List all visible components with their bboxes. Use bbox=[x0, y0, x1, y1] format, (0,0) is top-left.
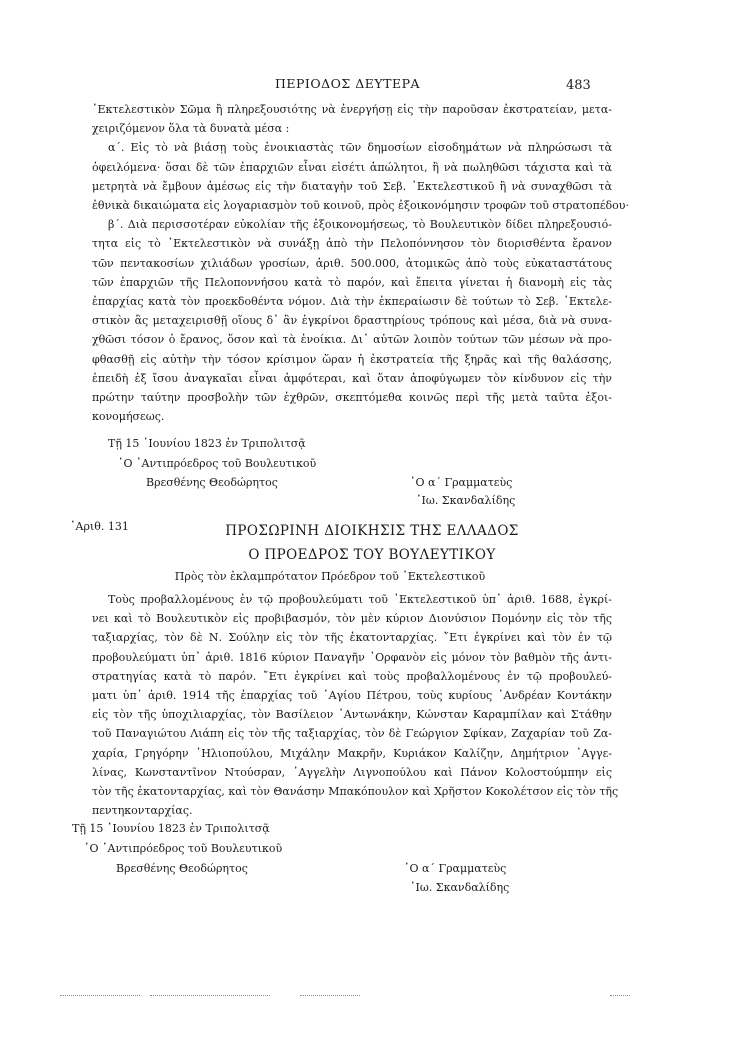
doc1-body bbox=[92, 100, 629, 426]
doc1-secretary-title: ῾Ο α΄ Γραμματεὺς bbox=[410, 476, 513, 489]
text-line: ἐθνικὰ δικαιώματα εἰς λογαριασμὸν τοῦ κοινοῦ, πρὸς ἐξοικονόμησιν τροφῶν τοῦ στρατοπέδου· bbox=[92, 199, 629, 213]
scan-artifact-line bbox=[60, 995, 140, 996]
doc1-date: Τῇ 15 ᾿Ιουνίου 1823 ἐν Τριπολιτσᾷ bbox=[108, 437, 306, 450]
doc2-signer-name: Βρεσθένης Θεοδώρητος bbox=[116, 862, 248, 875]
text-line: στικὸν ἂς μεταχειρισθῇ οἵους δ᾿ ἂν ἐγκρίνοι δραστηρίους τρόπους καὶ μέσα, διὰ νὰ συνα- bbox=[92, 314, 612, 328]
scan-artifact-line bbox=[300, 995, 360, 996]
text-line: τοῦ Παναγιώτου Λιάπη εἰς τὸν τῆς ταξιαρχίας, τὸν δὲ Γεώργιον Σφίκαν, Ζαχαρίαν τοῦ Ζα- bbox=[92, 727, 612, 741]
doc2-addressee: Πρὸς τὸν ἐκλαμπρότατον Πρόεδρον τοῦ ᾿Εκτελεστικοῦ bbox=[174, 570, 486, 583]
doc2-body bbox=[92, 590, 619, 820]
text-line: κονομήσεως. bbox=[92, 410, 165, 424]
doc2-secretary-name: ᾿Ιω. Σκανδαλίδης bbox=[410, 881, 510, 894]
text-line: πεντηκονταρχίας. bbox=[92, 804, 193, 818]
doc2-title-line1: ΠΡΟΣΩΡΙΝΗ ΔΙΟΙΚΗΣΙΣ ΤΗΣ ΕΛΛΑΔΟΣ bbox=[225, 523, 519, 539]
text-line: ὀφειλόμενα· ὅσαι δὲ τῶν ἐπαρχιῶν εἶναι εἰσέτι ἀπώλητοι, ἢ νὰ πωληθῶσι τάχιστα καὶ τὰ bbox=[92, 160, 612, 174]
text-line: χθῶσι τόσον ὁ ἔρανος, ὅσον καὶ τὰ ἐνοίκια. Δι᾿ αὐτῶν λοιπὸν τούτων τῶν μέσων νὰ προ- bbox=[92, 333, 612, 347]
running-header: ΠΕΡΙΟΔΟΣ ΔΕΥΤΕΡΑ bbox=[275, 76, 421, 91]
text-line: α΄. Εἰς τὸ νὰ βιάσῃ τοὺς ἐνοικιαστὰς τῶν δημοσίων εἰσοδημάτων νὰ πληρώσωσι τὰ bbox=[108, 141, 612, 155]
text-line: ματι ὑπ᾿ ἀριθ. 1914 τῆς ἐπαρχίας τοῦ ῾Αγίου Πέτρου, τοὺς κυρίους ᾿Ανδρέαν Κοντάκην bbox=[92, 689, 612, 703]
text-line: τὸν τῆς ἑκατονταρχίας, καὶ τὸν Θανάσην Μπακόπουλον καὶ Χρῆστον Κοκολέτσον εἰς τὸν τῆς bbox=[92, 785, 619, 799]
text-line: λίνας, Κωνσταντῖνον Ντούσραν, ᾿Αγγελὴν Λιγνοπούλου καὶ Πάνον Κολοστούμπην εἰς bbox=[92, 765, 612, 779]
text-line: Τοὺς προβαλλομένους ἐν τῷ προβουλεύματι τοῦ ᾿Εκτελεστικοῦ ὑπ᾿ ἀριθ. 1688, ἐγκρί- bbox=[108, 593, 612, 606]
page-number: 483 bbox=[566, 78, 591, 93]
doc2-title-line2: Ο ΠΡΟΕΔΡΟΣ ΤΟΥ ΒΟΥΛΕΥΤΙΚΟΥ bbox=[248, 547, 496, 563]
text-line: τῶν πεντακοσίων χιλιάδων γροσίων, ἀριθ. 500.000, ἀτομικῶς ἀπὸ τοὺς εὐκαταστάτους bbox=[92, 256, 612, 270]
doc1-signer-title: ῾Ο ᾿Αντιπρόεδρος τοῦ Βουλευτικοῦ bbox=[118, 457, 317, 470]
doc1-secretary-name: ᾿Ιω. Σκανδαλίδης bbox=[416, 494, 516, 507]
doc2-secretary-title: ῾Ο α΄ Γραμματεὺς bbox=[404, 862, 507, 875]
text-line: μετρητὰ νὰ ἔμβουν ἀμέσως εἰς τὴν διαταγὴν τοῦ Σεβ. ᾿Εκτελεστικοῦ ἢ νὰ συναχθῶσι τὰ bbox=[92, 179, 612, 193]
text-line: ἐπειδὴ ἐξ ἴσου ἀναγκαῖαι εἶναι ἀμφότεραι, καὶ ὅταν ἀποφύγωμεν τὸν κίνδυνον εἰς τὴν bbox=[92, 371, 612, 385]
text-line: εἰς τὸν τῆς ὑποχιλιαρχίας, τὸν Βασίλειον ᾿Αντωνάκην, Κώνσταν Καραμπίλαν καὶ Στάθην bbox=[92, 708, 612, 722]
text-line: χαρία, Γρηγόρην ῾Ηλιοπούλου, Μιχάλην Μακρῆν, Κυριάκον Καλίζην, Δημήτριον ᾿Αγγε- bbox=[92, 746, 612, 760]
text-line: β΄. Διὰ περισσοτέραν εὐκολίαν τῆς ἐξοικονομήσεως, τὸ Βουλευτικὸν δίδει πληρεξουσιό- bbox=[108, 218, 612, 232]
doc2-date: Τῇ 15 ᾿Ιουνίου 1823 ἐν Τριπολιτσᾷ bbox=[72, 822, 270, 835]
text-line: ταξιαρχίας, τὸν δὲ Ν. Σούλην εἰς τὸν τῆς ἑκατονταρχίας. ῎Ετι ἐγκρίνει καὶ τὸν ἐν τῷ bbox=[92, 631, 612, 645]
scan-artifact-line bbox=[610, 995, 630, 996]
doc2-signer-title: ῾Ο ᾿Αντιπρόεδρος τοῦ Βουλευτικοῦ bbox=[84, 842, 283, 855]
text-line: ἐπαρχίας κατὰ τὸν προεκδοθέντα νόμον. Διὰ τὴν ἐκπεραίωσιν δὲ τούτων τὸ Σεβ. ᾿Εκτελε- bbox=[92, 295, 612, 309]
doc1-signer-name: Βρεσθένης Θεοδώρητος bbox=[146, 476, 278, 489]
text-line: πρώτην ταύτην προσβολὴν τῶν ἐχθρῶν, σκεπτόμεθα κοινῶς περὶ τῆς μετὰ ταῦτα ἐξοι- bbox=[92, 391, 612, 405]
text-line: νει καὶ τὸ Βουλευτικὸν εἰς προβιβασμόν, τὸν μὲν κύριον Διονύσιον Πομόνην εἰς τὸν τῆς bbox=[92, 612, 612, 626]
text-line: τητα εἰς τὸ ᾿Εκτελεστικὸν νὰ συνάξῃ ἀπὸ τὴν Πελοπόννησον τὸν διορισθέντα ἔρανον bbox=[92, 237, 612, 251]
scan-artifact-line bbox=[150, 995, 270, 996]
text-line: τῶν ἐπαρχιῶν τῆς Πελοποννήσου κατὰ τὸ παρόν, καὶ ἔπειτα γίνεται ἡ διανομὴ εἰς τὰς bbox=[92, 275, 612, 289]
text-line: προβουλεύματι ὑπ᾿ ἀριθ. 1816 κύριον Παναγῆν ᾿Ορφανὸν εἰς μόνον τὸν βαθμὸν τῆς ἀντι- bbox=[92, 650, 612, 664]
doc2-number: ᾿Αριθ. 131 bbox=[70, 520, 129, 533]
text-line: χειριζόμενον ὅλα τὰ δυνατὰ μέσα : bbox=[92, 122, 290, 136]
text-line: φθασθῇ εἰς αὐτὴν τὴν τόσον κρίσιμον ὥραν ἡ ἐκστρατεία τῆς ξηρᾶς καὶ τῆς θαλάσσης, bbox=[92, 352, 612, 366]
text-line: ᾿Εκτελεστικὸν Σῶμα ἢ πληρεξουσιότης νὰ ἐνεργήσῃ εἰς τὴν παροῦσαν ἐκστρατείαν, μετα- bbox=[92, 103, 612, 116]
text-line: στρατηγίας κατὰ τὸ παρόν. ῎Ετι ἐγκρίνει καὶ τοὺς προβαλλομένους ἐν τῷ προβουλεύ- bbox=[92, 669, 612, 683]
